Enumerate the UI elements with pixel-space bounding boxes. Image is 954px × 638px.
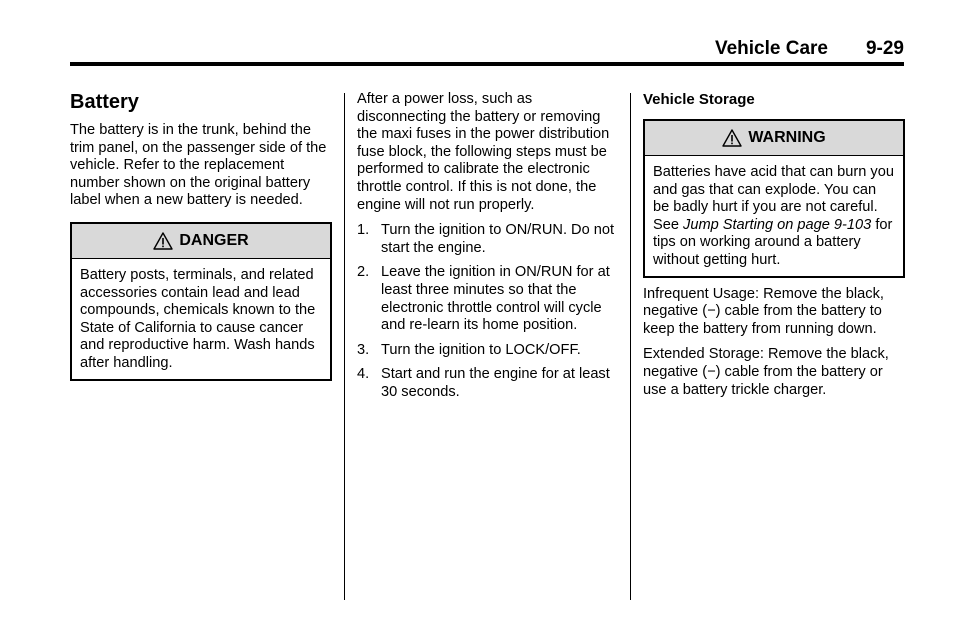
- page-header: [70, 38, 904, 60]
- list-item: [357, 264, 619, 334]
- infrequent-usage-text: Infrequent Usage: Remove the black, negative (−) cable from the battery to keep the battery from running down.: [643, 285, 884, 337]
- list-item: [357, 342, 619, 360]
- step-text: Leave the ignition in ON/RUN for at least three minutes so that the electronic throttle control will cycle and re-learn its home position.: [381, 264, 610, 334]
- step-number: 3.: [357, 341, 370, 358]
- danger-box: [70, 222, 332, 381]
- warning-text-after: for tips on working around a battery without getting hurt.: [653, 216, 893, 268]
- column-divider: [344, 93, 345, 600]
- battery-heading: Battery: [70, 91, 139, 113]
- column-battery: [70, 91, 332, 381]
- column-divider: [630, 93, 631, 600]
- warning-box: [643, 119, 905, 278]
- page-number: 9-29: [865, 38, 904, 59]
- warning-triangle-icon: [722, 129, 742, 147]
- power-loss-intro: After a power loss, such as disconnecting the battery or removing the maxi fuses in the power distribution fuse block, the following steps must be performed to calibrate the electronic throttle control. If this is not done, the engine will not run properly.: [357, 91, 610, 213]
- list-item: [357, 366, 619, 401]
- section-title: Vehicle Care: [714, 38, 828, 59]
- list-item: [357, 222, 619, 257]
- step-number: 4.: [357, 366, 370, 383]
- step-text: Turn the ignition to ON/RUN. Do not start the engine.: [381, 222, 615, 256]
- battery-intro: The battery is in the trunk, behind the trim panel, on the passenger side of the vehicle. Refer to the replacement number shown on the original battery label when a new battery is needed.: [70, 122, 327, 209]
- step-number: 1.: [357, 222, 370, 239]
- column-power-loss: [357, 91, 619, 409]
- warning-text-before: Batteries have acid that can burn you and gas that can explode. You can be badly hurt if you are not careful. See: [653, 164, 894, 233]
- warning-triangle-icon: [153, 232, 173, 250]
- step-number: 2.: [357, 264, 370, 281]
- storage-heading: Vehicle Storage: [643, 91, 755, 108]
- warning-label: WARNING: [748, 129, 826, 147]
- step-text: Turn the ignition to LOCK/OFF.: [381, 341, 581, 358]
- jump-starting-link[interactable]: Jump Starting on page 9-103: [683, 216, 872, 233]
- danger-text: Battery posts, terminals, and related accessories contain lead and lead compounds, chemicals known to the State of California to cause cancer and reproductive harm. Wash hands after handling.: [80, 266, 316, 371]
- step-text: Start and run the engine for at least 30 seconds.: [381, 366, 610, 400]
- danger-header: [72, 224, 330, 259]
- column-storage: [643, 91, 905, 407]
- calibration-steps: [357, 222, 619, 401]
- danger-label: DANGER: [179, 232, 249, 250]
- extended-storage-text: Extended Storage: Remove the black, negative (−) cable from the battery or use a battery trickle charger.: [643, 346, 889, 398]
- warning-header: [645, 121, 903, 156]
- warning-text: [645, 156, 903, 276]
- header-rule: [70, 62, 904, 66]
